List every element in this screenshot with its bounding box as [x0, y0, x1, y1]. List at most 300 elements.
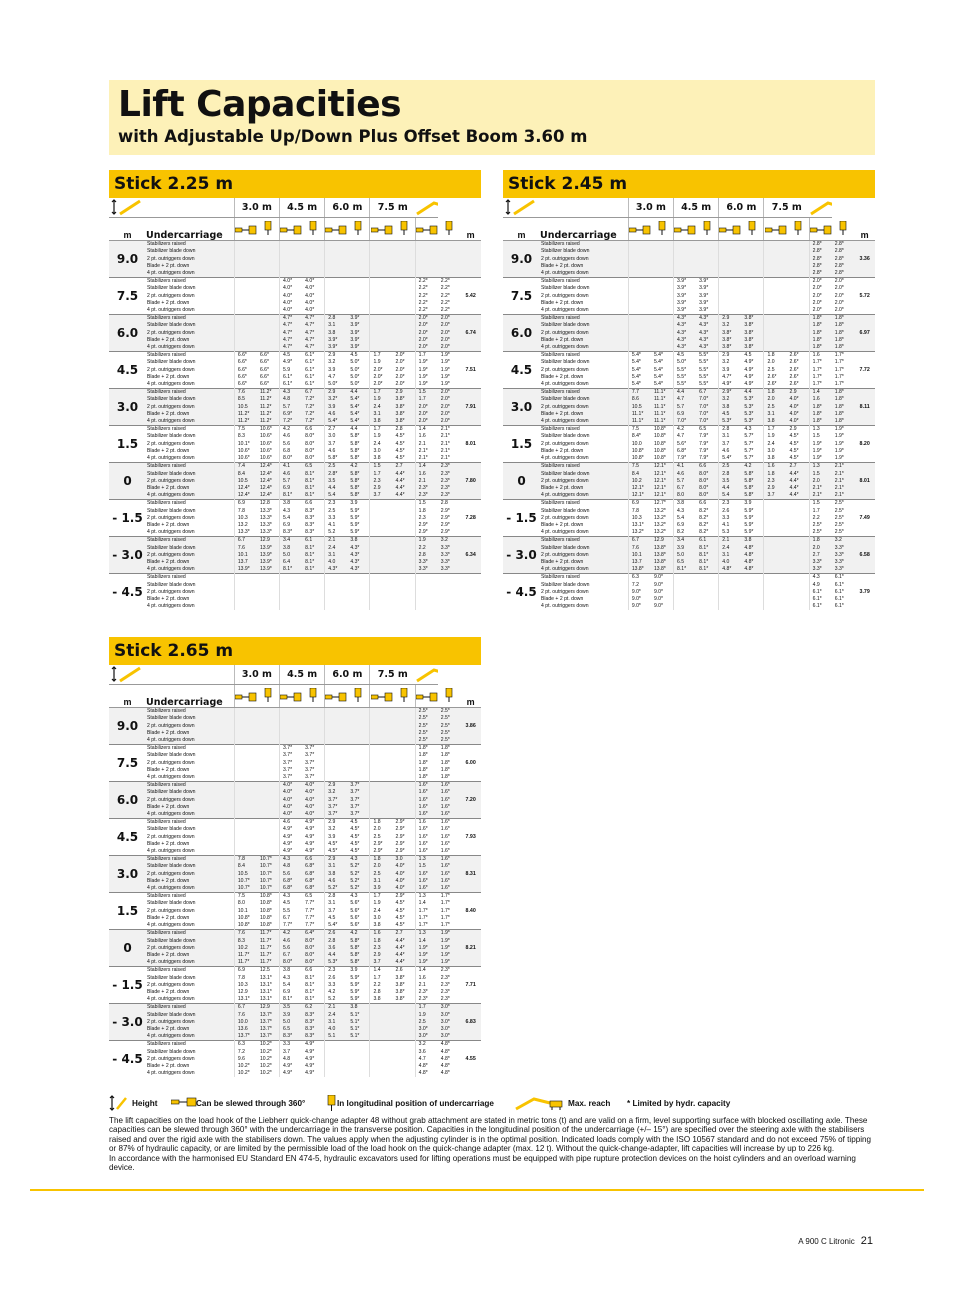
slew-360-icon — [764, 218, 787, 241]
height-value: 4.5 — [109, 352, 146, 389]
slew-360-icon — [370, 685, 393, 708]
capacity-cell: 8.3 — [234, 938, 257, 945]
table-row — [109, 1019, 481, 1026]
capacity-cell: 4.0* — [787, 418, 810, 426]
capacity-cell — [257, 307, 280, 315]
capacity-cell — [787, 256, 810, 263]
capacity-cell: 3.9 — [741, 500, 764, 508]
capacity-cell — [325, 241, 348, 249]
capacity-cell: 4.8* — [415, 1063, 438, 1070]
undercarriage-config: Stabilizer blade down — [146, 508, 234, 515]
capacity-cell — [787, 285, 810, 292]
capacity-cell: 1.8* — [809, 411, 832, 418]
undercarriage-config: Stabilizer blade down — [146, 545, 234, 552]
capacity-cell: 4.0* — [302, 782, 325, 790]
capacity-cell: 2.9 — [325, 389, 348, 397]
capacity-cell: 2.6* — [787, 359, 810, 366]
capacity-cell: 1.7* — [415, 922, 438, 930]
capacity-cell: 11.1* — [628, 411, 651, 418]
capacity-cell — [370, 1026, 393, 1033]
capacity-cell: 6.8* — [302, 871, 325, 878]
capacity-cell: 2.3* — [438, 485, 461, 492]
capacity-cell: 10.5 — [234, 871, 257, 878]
capacity-cell — [234, 760, 257, 767]
capacity-cell — [719, 248, 742, 255]
capacity-cell: 4.9* — [280, 834, 303, 841]
capacity-cell: 10.6* — [257, 448, 280, 455]
capacity-cell: 2.0* — [438, 315, 461, 323]
table-row — [109, 411, 481, 418]
radius-header: 6.0 m — [325, 665, 370, 685]
capacity-cell: 7.2* — [280, 418, 303, 426]
capacity-cell: 3.7* — [347, 789, 370, 796]
capacity-cell — [370, 537, 393, 545]
capacity-cell: 3.4 — [674, 537, 697, 545]
undercarriage-config: 2 pt. outriggers down — [146, 589, 234, 596]
capacity-cell: 1.7* — [832, 374, 855, 381]
capacity-cell: 4.0* — [280, 293, 303, 300]
legend-slew: Can be slewed through 360° — [196, 1099, 306, 1108]
capacity-cell — [370, 745, 393, 753]
capacity-cell: 2.9 — [325, 856, 348, 864]
capacity-cell — [257, 797, 280, 804]
max-reach-value: 8.01 — [460, 426, 481, 463]
capacity-cell — [370, 804, 393, 811]
capacity-cell: 9.0* — [651, 603, 674, 610]
capacity-cell: 12.9 — [651, 537, 674, 545]
capacity-cell: 4.3* — [347, 559, 370, 566]
capacity-cell: 3.7* — [347, 804, 370, 811]
slew-360-icon — [674, 218, 697, 241]
capacity-cell: 5.8* — [347, 485, 370, 492]
capacity-cell: 2.0* — [438, 404, 461, 411]
capacity-cell: 2.2* — [415, 293, 438, 300]
capacity-cell — [257, 330, 280, 337]
capacity-cell: 2.5 — [325, 463, 348, 471]
capacity-cell: 3.9* — [347, 337, 370, 344]
capacity-cell: 10.7* — [234, 878, 257, 885]
table-row — [109, 248, 481, 255]
capacity-cell: 6.3 — [628, 574, 651, 582]
capacity-cell — [651, 307, 674, 315]
capacity-cell: 4.0* — [302, 285, 325, 292]
capacity-cell: 2.3 — [415, 515, 438, 522]
capacity-cell — [628, 241, 651, 249]
capacity-cell — [370, 552, 393, 559]
capacity-cell — [257, 293, 280, 300]
capacity-cell: 6.1* — [280, 374, 303, 381]
capacity-cell: 3.0* — [438, 1033, 461, 1041]
capacity-cell: 4.3* — [347, 566, 370, 574]
capacity-cell: 2.0* — [832, 293, 855, 300]
capacity-cell: 8.1* — [302, 559, 325, 566]
max-reach-value: 7.28 — [460, 500, 481, 537]
capacity-cell — [651, 293, 674, 300]
capacity-cell — [393, 1033, 416, 1041]
capacity-cell: 10.1 — [628, 552, 651, 559]
undercarriage-config: Blade + 2 pt. down — [146, 337, 234, 344]
max-reach-value: 8.21 — [460, 930, 481, 967]
capacity-cell: 11.7* — [257, 930, 280, 938]
capacity-cell: 5.3* — [325, 959, 348, 967]
capacity-cell — [280, 256, 303, 263]
capacity-cell: 12.4* — [257, 492, 280, 500]
capacity-cell: 4.4* — [787, 492, 810, 500]
table-row — [109, 359, 481, 366]
capacity-cell: 13.3* — [257, 508, 280, 515]
capacity-cell: 5.8* — [347, 471, 370, 478]
table-row — [109, 566, 481, 574]
capacity-cell: 12.8 — [257, 500, 280, 508]
capacity-cell — [393, 797, 416, 804]
capacity-cell — [234, 263, 257, 270]
table-row — [503, 263, 875, 270]
capacity-cell: 7.7* — [302, 922, 325, 930]
capacity-cell: 11.7* — [257, 959, 280, 967]
table-row — [109, 834, 481, 841]
capacity-cell: 1.6* — [415, 871, 438, 878]
capacity-cell: 10.8* — [257, 908, 280, 915]
table-row — [109, 293, 481, 300]
capacity-cell: 1.4 — [415, 900, 438, 907]
capacity-cell: 2.6* — [764, 374, 787, 381]
capacity-cell — [234, 834, 257, 841]
capacity-cell: 2.3* — [438, 967, 461, 975]
legend-longitudinal: In longitudinal position of undercarriage — [337, 1099, 494, 1108]
capacity-cell: 2.9* — [393, 819, 416, 827]
undercarriage-config: Blade + 2 pt. down — [146, 300, 234, 307]
capacity-cell — [415, 589, 438, 596]
table-row — [503, 248, 875, 255]
capacity-cell: 5.2* — [347, 885, 370, 893]
capacity-cell: 2.2 — [415, 545, 438, 552]
capacity-cell — [438, 603, 461, 610]
capacity-cell: 4.0* — [302, 789, 325, 796]
capacity-cell: 10.7* — [257, 863, 280, 870]
capacity-cell — [370, 508, 393, 515]
capacity-cell — [370, 515, 393, 522]
capacity-cell: 1.6* — [415, 848, 438, 856]
table-row — [109, 930, 481, 938]
capacity-cell: 6.1* — [832, 582, 855, 589]
capacity-cell — [370, 1004, 393, 1012]
capacity-cell — [325, 730, 348, 737]
longitudinal-icon — [696, 218, 719, 241]
stick-table-2-65 — [109, 637, 481, 1077]
capacity-cell: 3.8* — [393, 396, 416, 403]
undercarriage-config: Stabilizers raised — [540, 241, 628, 249]
undercarriage-config: 2 pt. outriggers down — [146, 441, 234, 448]
notes-paragraph-1: The lift capacities on the load hook of the Liebherr quick-change adapter 48 without grab attachment are stated in metric tons (t) and are valid on a firm, level supporting surface with blocked oscillating axle. These capacities can be slewed through 360° with the undercarriage in the transverse position. Capacities in the longitudinal position of the undercarriage (+/– 15°) are specified over the steering axle with the stabilisers raised and over the rigid axle with the stabilisers down. The values apply when the adjusting cylinder is in the optimal position. Indicated loads comply with the ISO 10567 standard and do not exceed 75% of tipping or 87% of hydraulic capacity, or are limited by the permissible load of the load hook on the quick-change adapter (max. 12 t). Without the quick-change-adapter, lift capacities will increase by up to 226 kg. — [109, 1116, 872, 1154]
capacity-cell: 6.9 — [674, 522, 697, 529]
table-row — [109, 492, 481, 500]
capacity-cell: 4.4 — [325, 485, 348, 492]
capacity-cell — [347, 737, 370, 745]
capacity-cell: 7.9* — [696, 433, 719, 440]
capacity-cell: 8.4* — [628, 433, 651, 440]
capacity-cell: 3.8 — [370, 996, 393, 1004]
capacity-cell: 1.9* — [415, 374, 438, 381]
capacity-cell: 1.8* — [438, 745, 461, 753]
capacity-cell: 4.5 — [347, 819, 370, 827]
capacity-cell: 9.0* — [628, 589, 651, 596]
capacity-cell: 6.1* — [302, 374, 325, 381]
capacity-cell: 10.2* — [257, 1063, 280, 1070]
capacity-cell: 2.3* — [438, 989, 461, 996]
slew-360-icon — [415, 685, 438, 708]
capacity-cell: 8.0 — [234, 900, 257, 907]
capacity-cell: 3.8* — [393, 418, 416, 426]
capacity-cell: 2.0* — [415, 322, 438, 329]
capacity-cell — [674, 241, 697, 249]
capacity-cell: 3.3* — [438, 552, 461, 559]
capacity-cell: 3.9* — [674, 293, 697, 300]
capacity-cell: 7.6 — [234, 1012, 257, 1019]
capacity-cell: 1.8* — [438, 752, 461, 759]
capacity-cell: 2.6* — [787, 374, 810, 381]
capacity-cell: 2.0* — [438, 330, 461, 337]
capacity-cell: 2.1 — [325, 537, 348, 545]
capacity-cell: 8.3* — [280, 1033, 303, 1041]
capacity-cell: 6.6* — [257, 374, 280, 381]
capacity-cell: 13.9* — [257, 545, 280, 552]
capacity-cell — [696, 241, 719, 249]
capacity-cell: 5.8* — [347, 478, 370, 485]
capacity-cell: 1.9* — [438, 938, 461, 945]
table-row — [503, 418, 875, 426]
capacity-cell: 2.5 — [370, 834, 393, 841]
capacity-cell: 3.8 — [764, 455, 787, 463]
capacity-cell: 1.8* — [832, 418, 855, 426]
capacity-cell: 3.9* — [325, 344, 348, 352]
capacity-cell — [257, 596, 280, 603]
capacity-cell — [234, 767, 257, 774]
capacity-cell — [257, 774, 280, 782]
capacity-cell — [370, 752, 393, 759]
max-reach-value: 7.72 — [854, 352, 875, 389]
capacity-cell: 4.7 — [674, 433, 697, 440]
capacity-cell: 10.6* — [257, 433, 280, 440]
capacity-cell: 7.8 — [234, 508, 257, 515]
undercarriage-config: 2 pt. outriggers down — [540, 589, 628, 596]
capacity-cell: 2.6 — [719, 508, 742, 515]
capacity-cell — [696, 603, 719, 610]
m-label: m — [109, 218, 146, 241]
capacity-cell: 3.9* — [696, 293, 719, 300]
capacity-cell: 4.8* — [438, 1041, 461, 1049]
capacity-cell: 1.8 — [370, 819, 393, 827]
capacity-cell: 2.9 — [325, 352, 348, 360]
capacity-cell: 7.2* — [302, 396, 325, 403]
capacity-cell: 2.6 — [325, 930, 348, 938]
capacity-cell: 7.6 — [234, 389, 257, 397]
capacity-cell — [719, 603, 742, 610]
capacity-cell: 2.0* — [415, 315, 438, 323]
capacity-cell: 4.5 — [719, 411, 742, 418]
capacity-cell: 2.9* — [370, 841, 393, 848]
slew-360-icon — [370, 218, 393, 241]
capacity-cell: 1.6 — [415, 975, 438, 982]
undercarriage-config: Stabilizer blade down — [540, 508, 628, 515]
capacity-cell — [280, 270, 303, 278]
capacity-cell: 3.8 — [674, 500, 697, 508]
capacity-cell — [764, 508, 787, 515]
capacity-cell — [764, 589, 787, 596]
capacity-cell: 6.6 — [302, 500, 325, 508]
capacity-cell — [370, 559, 393, 566]
capacity-cell: 7.8 — [234, 975, 257, 982]
capacity-cell: 5.6* — [674, 441, 697, 448]
table-row — [503, 322, 875, 329]
capacity-cell — [651, 337, 674, 344]
capacity-cell: 4.0* — [302, 797, 325, 804]
capacity-cell — [651, 285, 674, 292]
capacity-cell: 3.0* — [438, 1004, 461, 1012]
capacity-cell — [370, 337, 393, 344]
capacity-cell — [370, 782, 393, 790]
capacity-cell: 3.3* — [415, 559, 438, 566]
capacity-cell — [370, 529, 393, 537]
table-row — [109, 515, 481, 522]
capacity-cell: 4.0* — [787, 396, 810, 403]
undercarriage-config: Blade + 2 pt. down — [146, 485, 234, 492]
undercarriage-config: Blade + 2 pt. down — [146, 730, 234, 737]
capacity-cell — [370, 322, 393, 329]
capacity-cell: 3.9 — [325, 834, 348, 841]
capacity-cell — [370, 1056, 393, 1063]
capacity-cell — [234, 774, 257, 782]
max-reach-value: 6.00 — [460, 745, 481, 782]
capacity-cell: 6.9 — [280, 989, 303, 996]
undercarriage-config: Stabilizer blade down — [146, 1049, 234, 1056]
capacity-cell: 2.8* — [832, 248, 855, 255]
capacity-cell: 2.6* — [787, 381, 810, 389]
capacity-cell — [787, 263, 810, 270]
capacity-cell: 3.7* — [325, 797, 348, 804]
capacity-cell: 9.0* — [651, 596, 674, 603]
capacity-cell — [370, 1012, 393, 1019]
capacity-cell — [234, 300, 257, 307]
table-row — [109, 871, 481, 878]
capacity-cell — [257, 248, 280, 255]
capacity-cell: 4.9* — [741, 374, 764, 381]
capacity-cell: 11.1* — [651, 418, 674, 426]
capacity-cell — [280, 723, 303, 730]
capacity-cell: 4.9* — [302, 1070, 325, 1077]
table-row — [109, 900, 481, 907]
capacity-cell — [370, 1019, 393, 1026]
capacity-cell — [370, 737, 393, 745]
capacity-cell: 4.5* — [325, 841, 348, 848]
capacity-cell: 8.1* — [696, 545, 719, 552]
capacity-cell: 13.2* — [651, 522, 674, 529]
capacity-cell — [628, 278, 651, 286]
capacity-cell — [393, 752, 416, 759]
undercarriage-config: 4 pt. outriggers down — [146, 922, 234, 930]
capacity-cell: 2.0* — [370, 381, 393, 389]
table-row — [109, 863, 481, 870]
longitudinal-icon — [347, 218, 370, 241]
capacity-cell: 1.6* — [438, 789, 461, 796]
capacity-cell — [674, 574, 697, 582]
capacity-cell: 4.3* — [696, 322, 719, 329]
capacity-cell — [393, 774, 416, 782]
capacity-cell: 10.3 — [628, 515, 651, 522]
table-row — [109, 1063, 481, 1070]
table-row — [503, 293, 875, 300]
capacity-cell — [628, 307, 651, 315]
capacity-cell: 7.7 — [628, 389, 651, 397]
capacity-cell: 12.1* — [651, 492, 674, 500]
radius-header: 3.0 m — [628, 198, 673, 218]
capacity-cell — [370, 263, 393, 270]
table-row — [109, 552, 481, 559]
height-value: 4.5 — [109, 819, 146, 856]
capacity-cell: 4.0* — [280, 278, 303, 286]
max-reach-value: 8.01 — [854, 463, 875, 500]
capacity-cell — [415, 270, 438, 278]
capacity-cell — [741, 596, 764, 603]
undercarriage-config: Blade + 2 pt. down — [146, 989, 234, 996]
capacity-cell — [628, 256, 651, 263]
capacity-cell: 7.8 — [628, 508, 651, 515]
table-row — [503, 285, 875, 292]
capacity-cell: 1.9* — [415, 945, 438, 952]
capacity-cell: 3.8 — [347, 1004, 370, 1012]
height-value: 6.0 — [503, 315, 540, 352]
capacity-cell: 2.0* — [393, 381, 416, 389]
capacity-cell: 3.3* — [832, 545, 855, 552]
capacity-cell: 2.0 — [370, 826, 393, 833]
capacity-cell: 4.9* — [741, 381, 764, 389]
capacity-cell — [393, 582, 416, 589]
capacity-cell: 3.3* — [438, 559, 461, 566]
capacity-cell: 9.0* — [651, 589, 674, 596]
capacity-cell: 2.3* — [438, 492, 461, 500]
capacity-cell: 2.5* — [438, 723, 461, 730]
capacity-cell: 2.5* — [832, 522, 855, 529]
capacity-cell: 8.4 — [628, 471, 651, 478]
capacity-cell: 10.8* — [257, 915, 280, 922]
undercarriage-config: Blade + 2 pt. down — [146, 767, 234, 774]
capacity-cell: 1.9* — [415, 367, 438, 374]
capacity-cell: 4.5 — [280, 352, 303, 360]
capacity-cell — [234, 270, 257, 278]
capacity-cell: 5.0* — [347, 374, 370, 381]
undercarriage-config: 4 pt. outriggers down — [540, 381, 628, 389]
undercarriage-config: 4 pt. outriggers down — [146, 1033, 234, 1041]
undercarriage-config: Stabilizer blade down — [540, 285, 628, 292]
capacity-cell: 2.3* — [415, 996, 438, 1004]
capacity-cell: 3.9* — [674, 300, 697, 307]
capacity-cell: 11.7* — [257, 938, 280, 945]
capacity-cell: 10.3 — [234, 515, 257, 522]
capacity-cell: 4.3* — [696, 337, 719, 344]
capacity-cell — [764, 263, 787, 270]
capacity-cell: 1.9* — [438, 945, 461, 952]
capacity-cell — [370, 270, 393, 278]
capacity-cell: 2.3* — [415, 989, 438, 996]
capacity-cell: 2.1* — [832, 485, 855, 492]
capacity-cell: 2.5* — [415, 737, 438, 745]
capacity-cell: 2.9* — [393, 841, 416, 848]
capacity-cell: 2.1* — [438, 455, 461, 463]
capacity-cell: 1.9 — [415, 1012, 438, 1019]
capacity-cell: 1.7* — [438, 900, 461, 907]
capacity-cell — [325, 293, 348, 300]
capacity-cell — [393, 256, 416, 263]
capacity-cell — [257, 256, 280, 263]
